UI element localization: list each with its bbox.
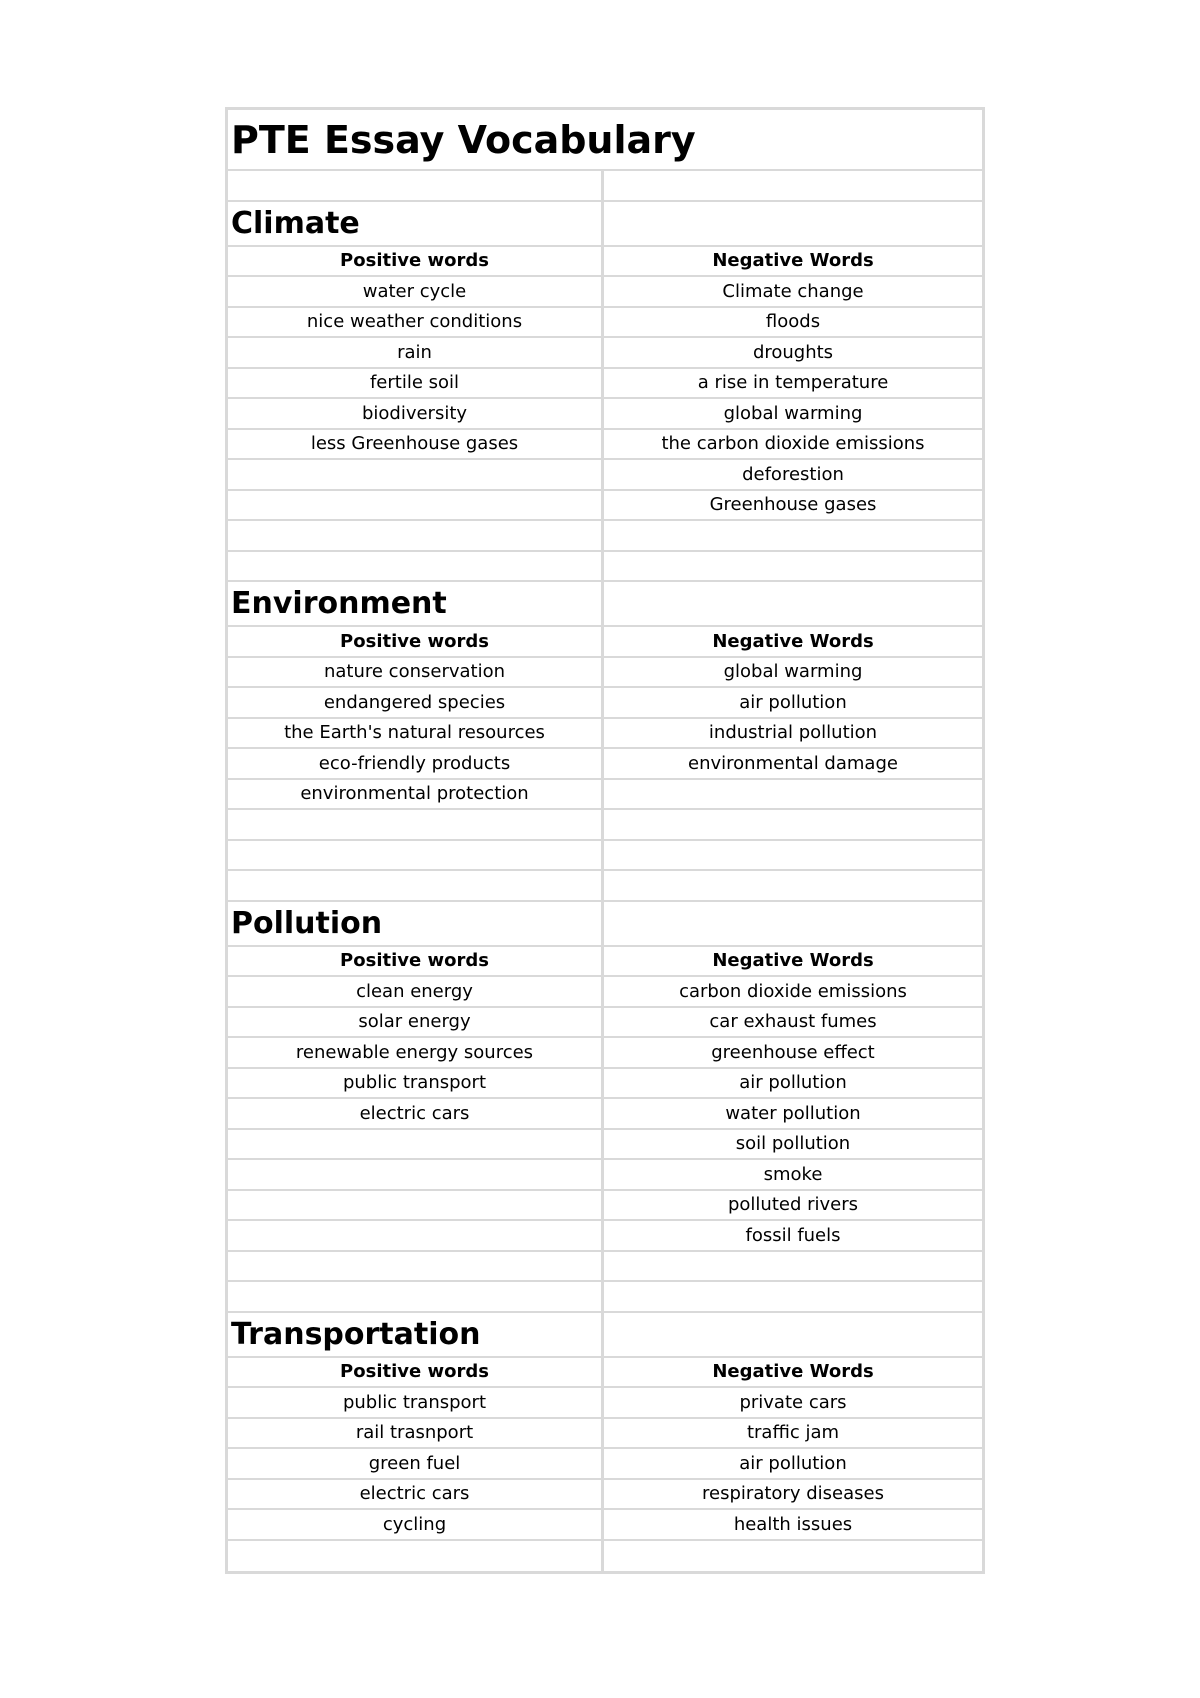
blank-row <box>228 1252 982 1283</box>
table-row <box>228 1221 982 1252</box>
table-cell[interactable] <box>604 902 982 945</box>
negative-word-cell[interactable]: car exhaust fumes <box>709 1011 877 1033</box>
table-cell[interactable] <box>228 810 604 839</box>
positive-word-cell[interactable] <box>228 1191 604 1220</box>
table-row <box>228 1038 982 1069</box>
table-cell[interactable] <box>604 1252 982 1281</box>
blank-row <box>228 521 982 552</box>
positive-word-cell[interactable]: solar energy <box>228 1008 604 1037</box>
positive-word-cell[interactable]: clean energy <box>228 977 604 1006</box>
section-heading-row <box>228 582 982 627</box>
table-cell[interactable] <box>604 871 982 900</box>
blank-row <box>228 841 982 872</box>
positive-words-header[interactable]: Positive words <box>228 947 604 976</box>
blank-row <box>228 871 982 902</box>
table-row <box>228 780 982 811</box>
negative-word-cell[interactable]: air pollution <box>739 1452 847 1474</box>
positive-word-cell[interactable]: green fuel <box>228 1449 604 1478</box>
negative-word-cell[interactable]: Climate change <box>722 280 864 302</box>
table-row <box>228 977 982 1008</box>
table-cell[interactable] <box>604 841 982 870</box>
section-heading-row <box>228 902 982 947</box>
negative-word-cell[interactable]: fossil fuels <box>745 1224 841 1246</box>
positive-word-cell[interactable]: the Earth's natural resources <box>228 719 604 748</box>
positive-words-header[interactable]: Positive words <box>228 247 604 276</box>
negative-words-header[interactable]: Negative Words <box>712 250 874 272</box>
table-row <box>228 688 982 719</box>
positive-word-cell[interactable]: rail trasnport <box>228 1419 604 1448</box>
table-row <box>228 1008 982 1039</box>
negative-word-cell[interactable]: smoke <box>763 1163 823 1185</box>
positive-words-header[interactable]: Positive words <box>228 627 604 656</box>
table-cell[interactable] <box>604 552 982 581</box>
table-cell[interactable] <box>228 841 604 870</box>
table-cell[interactable] <box>228 1282 604 1311</box>
negative-word-cell[interactable]: soil pollution <box>735 1133 851 1155</box>
table-cell[interactable] <box>604 171 982 200</box>
table-row <box>228 1099 982 1130</box>
negative-word-cell[interactable]: greenhouse effect <box>711 1041 875 1063</box>
negative-word-cell[interactable]: air pollution <box>739 1072 847 1094</box>
negative-word-cell[interactable]: air pollution <box>739 691 847 713</box>
positive-word-cell[interactable]: environmental protection <box>228 780 604 809</box>
negative-word-cell[interactable]: global warming <box>723 661 863 683</box>
table-row <box>228 749 982 780</box>
table-cell[interactable] <box>604 582 982 625</box>
negative-word-cell[interactable]: industrial pollution <box>708 722 878 744</box>
table-row <box>228 277 982 308</box>
negative-word-cell[interactable]: global warming <box>723 402 863 424</box>
table-cell[interactable] <box>228 871 604 900</box>
positive-word-cell[interactable] <box>228 1130 604 1159</box>
column-header-row <box>228 247 982 278</box>
table-row <box>228 1130 982 1161</box>
table-row <box>228 460 982 491</box>
table-cell[interactable] <box>228 171 604 200</box>
table-cell[interactable] <box>604 810 982 839</box>
negative-word-cell[interactable]: the carbon dioxide emissions <box>661 433 925 455</box>
section-title[interactable]: Climate <box>228 202 604 245</box>
table-cell[interactable] <box>228 1541 604 1572</box>
section-heading-row <box>228 202 982 247</box>
table-row <box>228 1388 982 1419</box>
positive-words-header[interactable]: Positive words <box>228 1358 604 1387</box>
table-row <box>228 369 982 400</box>
positive-word-cell[interactable]: public transport <box>228 1388 604 1417</box>
positive-word-cell[interactable] <box>228 1160 604 1189</box>
table-row <box>228 338 982 369</box>
negative-word-cell[interactable]: droughts <box>752 341 834 363</box>
section-title[interactable]: Transportation <box>228 1313 604 1356</box>
table-cell[interactable] <box>228 1252 604 1281</box>
positive-word-cell[interactable]: rain <box>228 338 604 367</box>
negative-word-cell[interactable]: Greenhouse gases <box>709 494 877 516</box>
positive-word-cell[interactable]: cycling <box>228 1510 604 1539</box>
table-cell[interactable] <box>228 521 604 550</box>
positive-word-cell[interactable]: electric cars <box>228 1480 604 1509</box>
positive-word-cell[interactable] <box>228 1221 604 1250</box>
negative-word-cell[interactable]: carbon dioxide emissions <box>679 980 907 1002</box>
negative-word-cell[interactable]: floods <box>765 311 821 333</box>
column-header-row <box>228 627 982 658</box>
table-row <box>228 1419 982 1450</box>
negative-word-cell[interactable] <box>604 780 982 809</box>
negative-word-cell[interactable]: polluted rivers <box>727 1194 859 1216</box>
positive-word-cell[interactable]: endangered species <box>228 688 604 717</box>
table-row <box>228 308 982 339</box>
column-header-row <box>228 947 982 978</box>
section-title[interactable]: Environment <box>228 582 604 625</box>
positive-word-cell[interactable]: water cycle <box>228 277 604 306</box>
negative-word-cell[interactable]: traffic jam <box>746 1422 840 1444</box>
table-cell[interactable] <box>604 1282 982 1311</box>
blank-row <box>228 171 982 202</box>
table-row <box>228 1069 982 1100</box>
table-row <box>228 658 982 689</box>
table-cell[interactable] <box>604 1541 982 1572</box>
table-row <box>228 399 982 430</box>
blank-row <box>228 1282 982 1313</box>
title-row <box>228 110 982 171</box>
section-title[interactable]: Pollution <box>228 902 604 945</box>
table-row <box>228 1449 982 1480</box>
blank-row <box>228 1541 982 1572</box>
positive-word-cell[interactable] <box>228 491 604 520</box>
positive-word-cell[interactable]: eco-friendly products <box>228 749 604 778</box>
negative-word-cell[interactable]: environmental damage <box>688 752 898 774</box>
table-row <box>228 430 982 461</box>
blank-row <box>228 552 982 583</box>
positive-word-cell[interactable]: public transport <box>228 1069 604 1098</box>
positive-word-cell[interactable]: less Greenhouse gases <box>228 430 604 459</box>
negative-word-cell[interactable]: private cars <box>739 1391 847 1413</box>
table-row <box>228 491 982 522</box>
negative-word-cell[interactable]: water pollution <box>725 1102 861 1124</box>
table-cell[interactable] <box>604 1313 982 1356</box>
table-row <box>228 1191 982 1222</box>
table-cell[interactable] <box>604 202 982 245</box>
positive-word-cell[interactable]: renewable energy sources <box>228 1038 604 1067</box>
table-cell[interactable] <box>604 521 982 550</box>
page-title[interactable]: PTE Essay Vocabulary <box>231 117 696 162</box>
positive-word-cell[interactable] <box>228 460 604 489</box>
negative-words-header[interactable]: Negative Words <box>712 950 874 972</box>
positive-word-cell[interactable]: fertile soil <box>228 369 604 398</box>
table-row <box>228 1160 982 1191</box>
negative-word-cell[interactable]: a rise in temperature <box>697 372 889 394</box>
column-header-row <box>228 1358 982 1389</box>
blank-row <box>228 810 982 841</box>
table-row <box>228 719 982 750</box>
table-row <box>228 1480 982 1511</box>
negative-word-cell[interactable]: deforestion <box>742 463 844 485</box>
positive-word-cell[interactable]: nature conservation <box>228 658 604 687</box>
negative-words-header[interactable]: Negative Words <box>712 1361 874 1383</box>
negative-words-header[interactable]: Negative Words <box>712 630 874 652</box>
positive-word-cell[interactable]: electric cars <box>228 1099 604 1128</box>
table-row <box>228 1510 982 1541</box>
vocabulary-table <box>225 107 985 1574</box>
positive-word-cell[interactable]: biodiversity <box>228 399 604 428</box>
negative-word-cell[interactable]: health issues <box>733 1513 853 1535</box>
table-cell[interactable] <box>228 552 604 581</box>
positive-word-cell[interactable]: nice weather conditions <box>228 308 604 337</box>
negative-word-cell[interactable]: respiratory diseases <box>702 1483 884 1505</box>
section-heading-row <box>228 1313 982 1358</box>
